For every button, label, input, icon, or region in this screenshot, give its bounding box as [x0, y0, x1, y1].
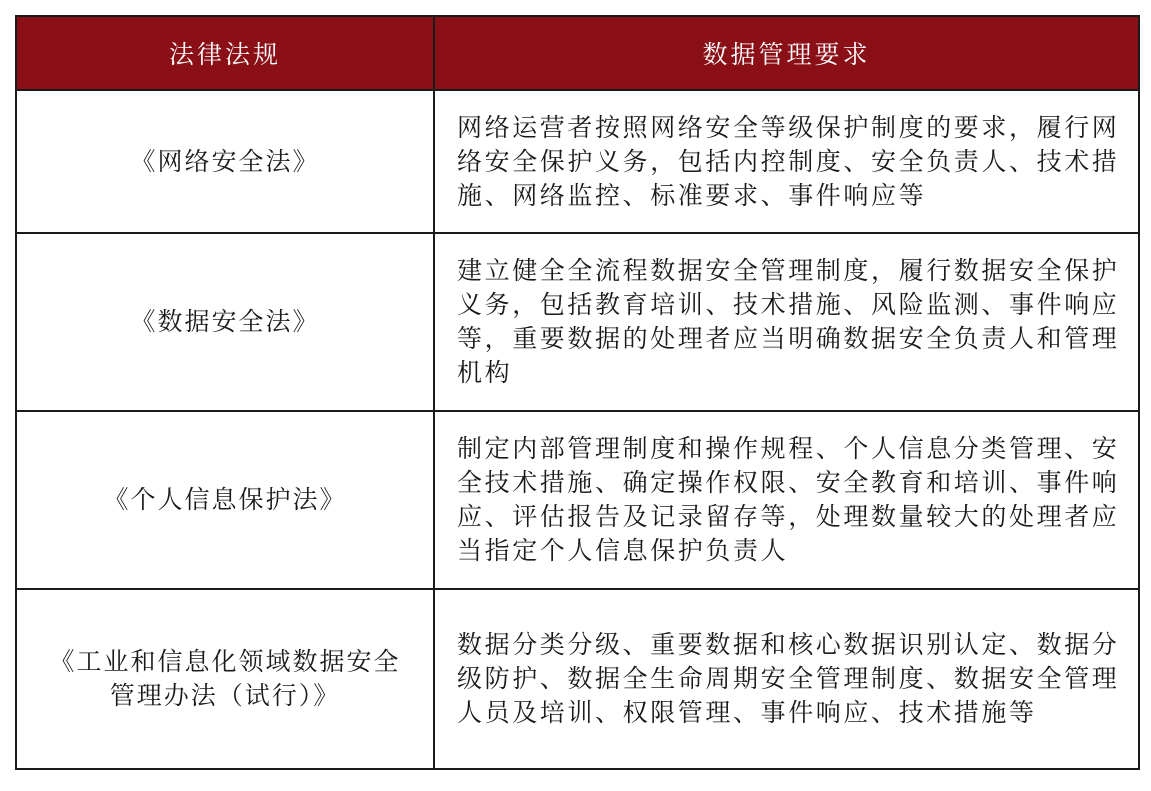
- requirement-cell: 建立健全全流程数据安全管理制度，履行数据安全保护义务，包括教育培训、技术措施、风险监测、事件响应等，重要数据的处理者应当明确数据安全负责人和管理机构: [434, 233, 1139, 411]
- requirement-cell: 网络运营者按照网络安全等级保护制度的要求，履行网络安全保护义务，包括内控制度、安全负责人、技术措施、网络监控、标准要求、事件响应等: [434, 90, 1139, 233]
- header-law: 法律法规: [16, 16, 434, 90]
- table-row: [16, 90, 1139, 233]
- law-name-cell: 《数据安全法》: [16, 233, 434, 411]
- requirement-cell: 数据分类分级、重要数据和核心数据识别认定、数据分级防护、数据全生命周期安全管理制度、数据安全管理人员及培训、权限管理、事件响应、技术措施等: [434, 589, 1139, 769]
- header-requirement: 数据管理要求: [434, 16, 1139, 90]
- law-name-cell: 《个人信息保护法》: [16, 411, 434, 589]
- table-row: [16, 233, 1139, 411]
- law-name-cell: 《网络安全法》: [16, 90, 434, 233]
- table-row: [16, 589, 1139, 769]
- requirement-cell: 制定内部管理制度和操作规程、个人信息分类管理、安全技术措施、确定操作权限、安全教育和培训、事件响应、评估报告及记录留存等，处理数量较大的处理者应当指定个人信息保护负责人: [434, 411, 1139, 589]
- law-name-cell: 《工业和信息化领域数据安全管理办法（试行）》: [16, 589, 434, 769]
- regulations-table: [15, 15, 1140, 770]
- table-row: [16, 411, 1139, 589]
- table-header-row: [16, 16, 1139, 90]
